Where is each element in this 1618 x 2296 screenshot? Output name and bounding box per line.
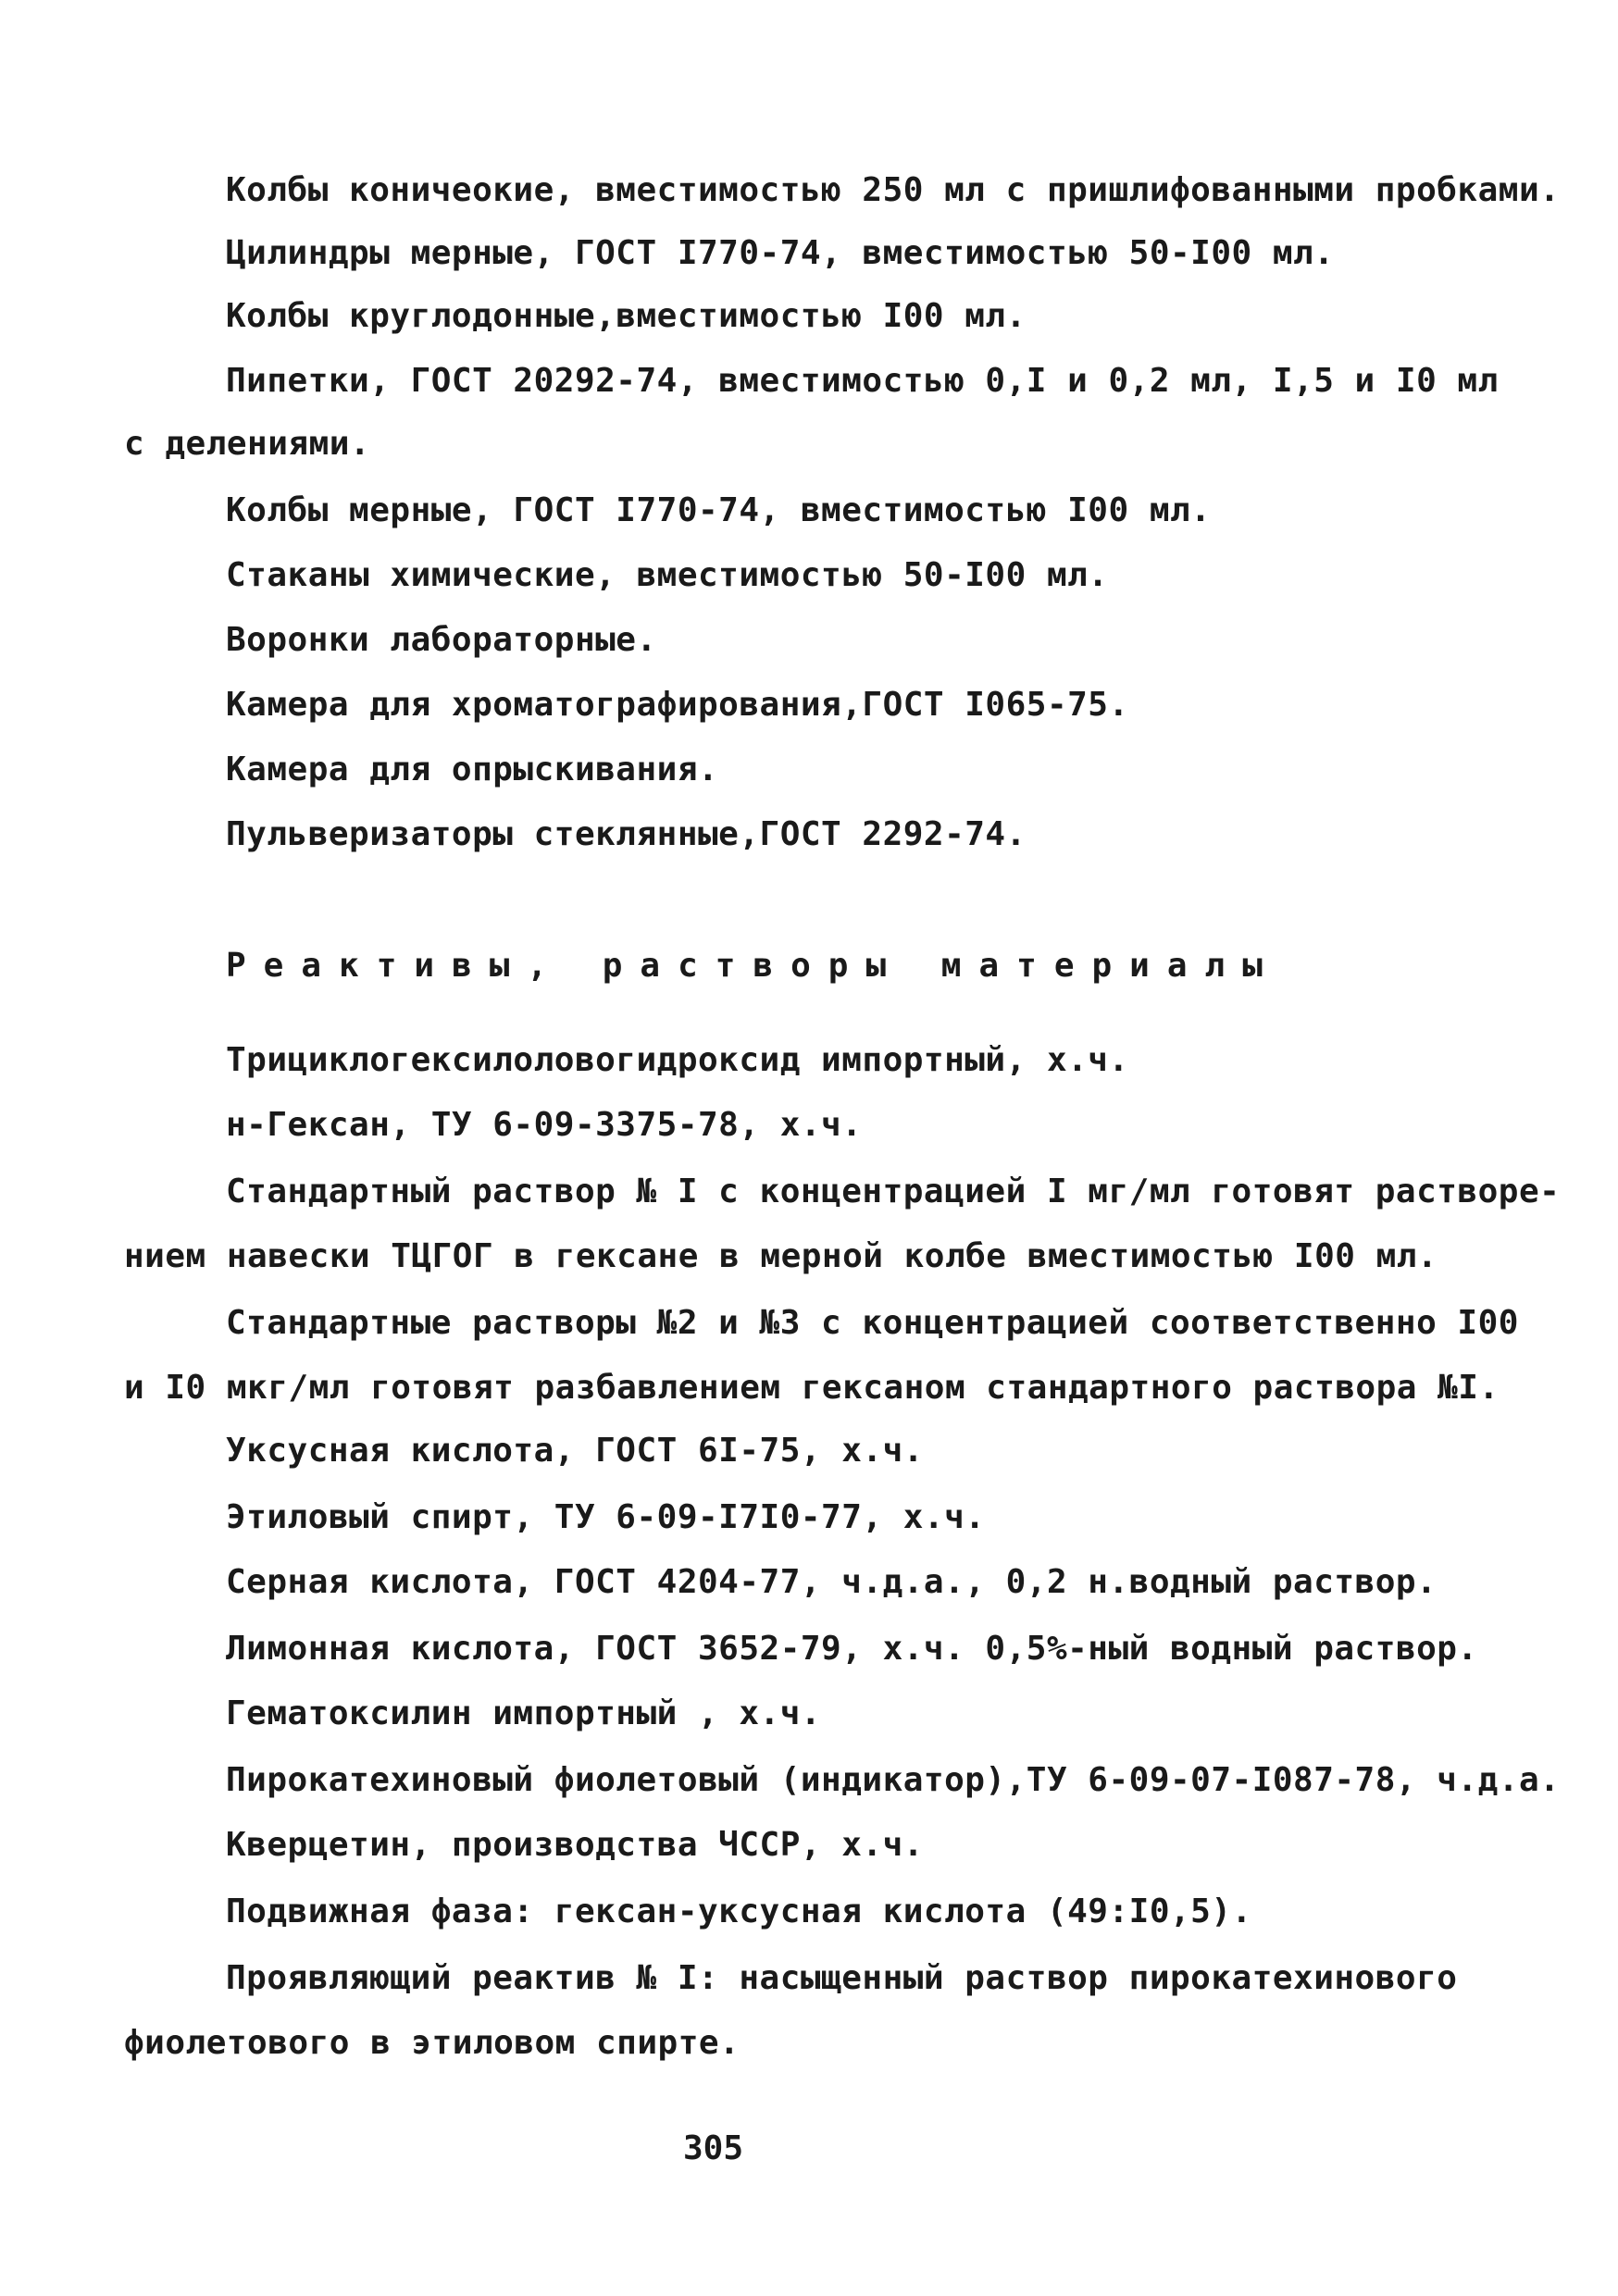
reagent-line: Уксусная кислота, ГОСТ 6I-75, х.ч. (226, 1432, 924, 1470)
reagent-line: Этиловый спирт, ТУ 6-09-I7I0-77, х.ч. (226, 1498, 986, 1536)
reagent-line: фиолетового в этиловом спирте. (124, 2024, 741, 2062)
equipment-line: Камера для хроматографирования,ГОСТ I065-75. (226, 686, 1129, 724)
reagent-line: и I0 мкг/мл готовят разбавлением гексаном стандартного раствора №I. (124, 1369, 1500, 1407)
reagent-line: Подвижная фаза: гексан-уксусная кислота (49:I0,5). (226, 1893, 1252, 1930)
equipment-line: Колбы круглодонные,вместимостью I00 мл. (226, 297, 1027, 335)
equipment-line: Пульверизаторы стеклянные,ГОСТ 2292-74. (226, 815, 1027, 853)
reagent-line: Пирокатехиновый фиолетовый (индикатор),ТУ 6-09-07-I087-78, ч.д.а. (226, 1761, 1561, 1799)
reagent-line: Кверцетин, производства ЧССР, х.ч. (226, 1826, 924, 1864)
equipment-line: Камера для опрыскивания. (226, 751, 719, 788)
equipment-line: с делениями. (124, 425, 371, 463)
reagent-line: Проявляющий реактив № I: насыщенный раствор пирокатехинового (226, 1959, 1458, 1997)
reagent-line: н-Гексан, ТУ 6-09-3375-78, х.ч. (226, 1106, 863, 1144)
equipment-line: Стаканы химические, вместимостью 50-I00 мл. (226, 556, 1109, 594)
equipment-line: Колбы мерные, ГОСТ I770-74, вместимостью I00 мл. (226, 491, 1212, 529)
reagent-line: Лимонная кислота, ГОСТ 3652-79, х.ч. 0,5%-ный водный раствор. (226, 1630, 1478, 1668)
reagent-line: Стандартные растворы №2 и №3 с концентрацией соответственно I00 (226, 1304, 1519, 1342)
reagent-line: Серная кислота, ГОСТ 4204-77, ч.д.а., 0,2 н.водный раствор. (226, 1563, 1438, 1601)
reagent-line: Гематоксилин импортный , х.ч. (226, 1694, 822, 1732)
equipment-line: Пипетки, ГОСТ 20292-74, вместимостью 0,I и 0,2 мл, I,5 и I0 мл (226, 362, 1499, 400)
equipment-line: Цилиндры мерные, ГОСТ I770-74, вместимостью 50-I00 мл. (226, 234, 1335, 272)
reagent-line: нием навески ТЦГОГ в гексане в мерной колбе вместимостью I00 мл. (124, 1237, 1438, 1275)
equipment-line: Колбы коничеокие, вместимостью 250 мл с пришлифованными пробками. (226, 171, 1561, 209)
reagent-line: Стандартный раствор № I с концентрацией I мг/мл готовят растворе- (226, 1173, 1561, 1210)
section-heading: Реактивы, растворы материалы (226, 947, 1280, 985)
page-number: 305 (683, 2129, 744, 2167)
reagent-line: Трициклогексилоловогидроксид импортный, х.ч. (226, 1041, 1129, 1079)
equipment-line: Воронки лабораторные. (226, 621, 657, 659)
